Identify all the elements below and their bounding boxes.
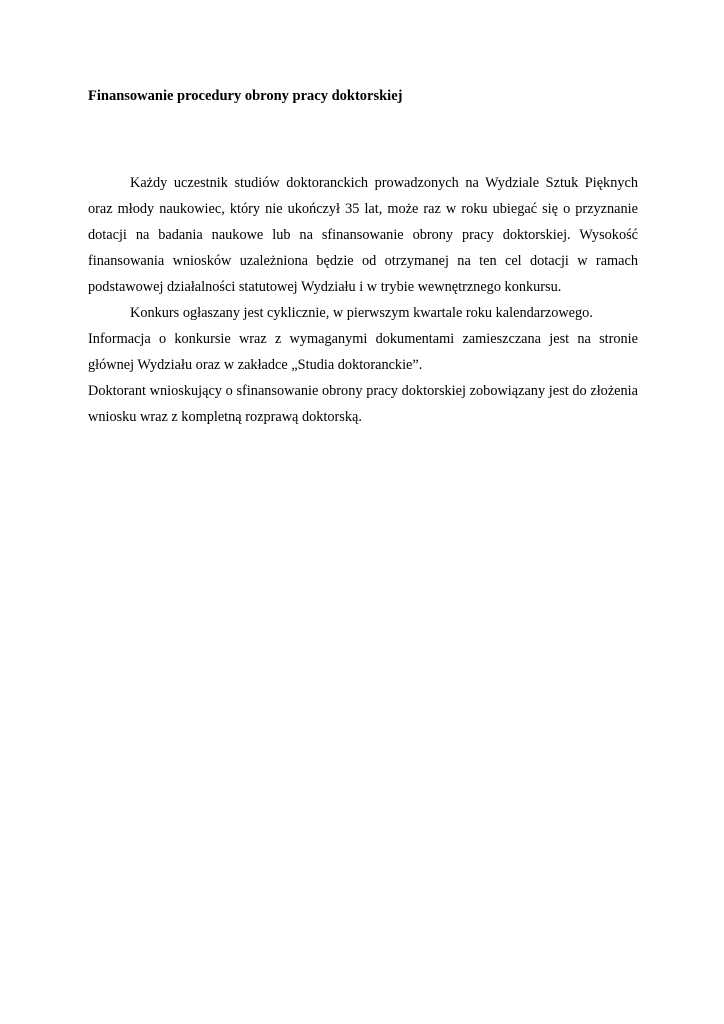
paragraph-eligibility: Każdy uczestnik studiów doktoranckich prowadzonych na Wydziale Sztuk Pięknych oraz młody naukowiec, który nie ukończył 35 lat, może raz w roku ubiegać się o przyznanie dotacji na badania naukowe lub na sfinansowanie obrony pracy doktorskiej. Wysokość finansowania wniosków uzależniona będzie od otrzymanej na ten cel dotacji w ramach podstawowej działalności statutowej Wydziału i w trybie wewnętrznego konkursu. bbox=[88, 175, 638, 295]
document-title: Finansowanie procedury obrony pracy doktorskiej bbox=[88, 88, 403, 104]
paragraph-application-requirement: Doktorant wnioskujący o sfinansowanie obrony pracy doktorskiej zobowiązany jest do złożenia wniosku wraz z kompletną rozprawą doktorską. bbox=[88, 383, 638, 425]
document-body bbox=[88, 170, 638, 430]
paragraph-competition-info: Informacja o konkursie wraz z wymaganymi dokumentami zamieszczana jest na stronie głównej Wydziału oraz w zakładce „Studia doktoranckie”. bbox=[88, 331, 638, 373]
paragraph-competition-schedule: Konkurs ogłaszany jest cyklicznie, w pierwszym kwartale roku kalendarzowego. bbox=[130, 305, 593, 321]
